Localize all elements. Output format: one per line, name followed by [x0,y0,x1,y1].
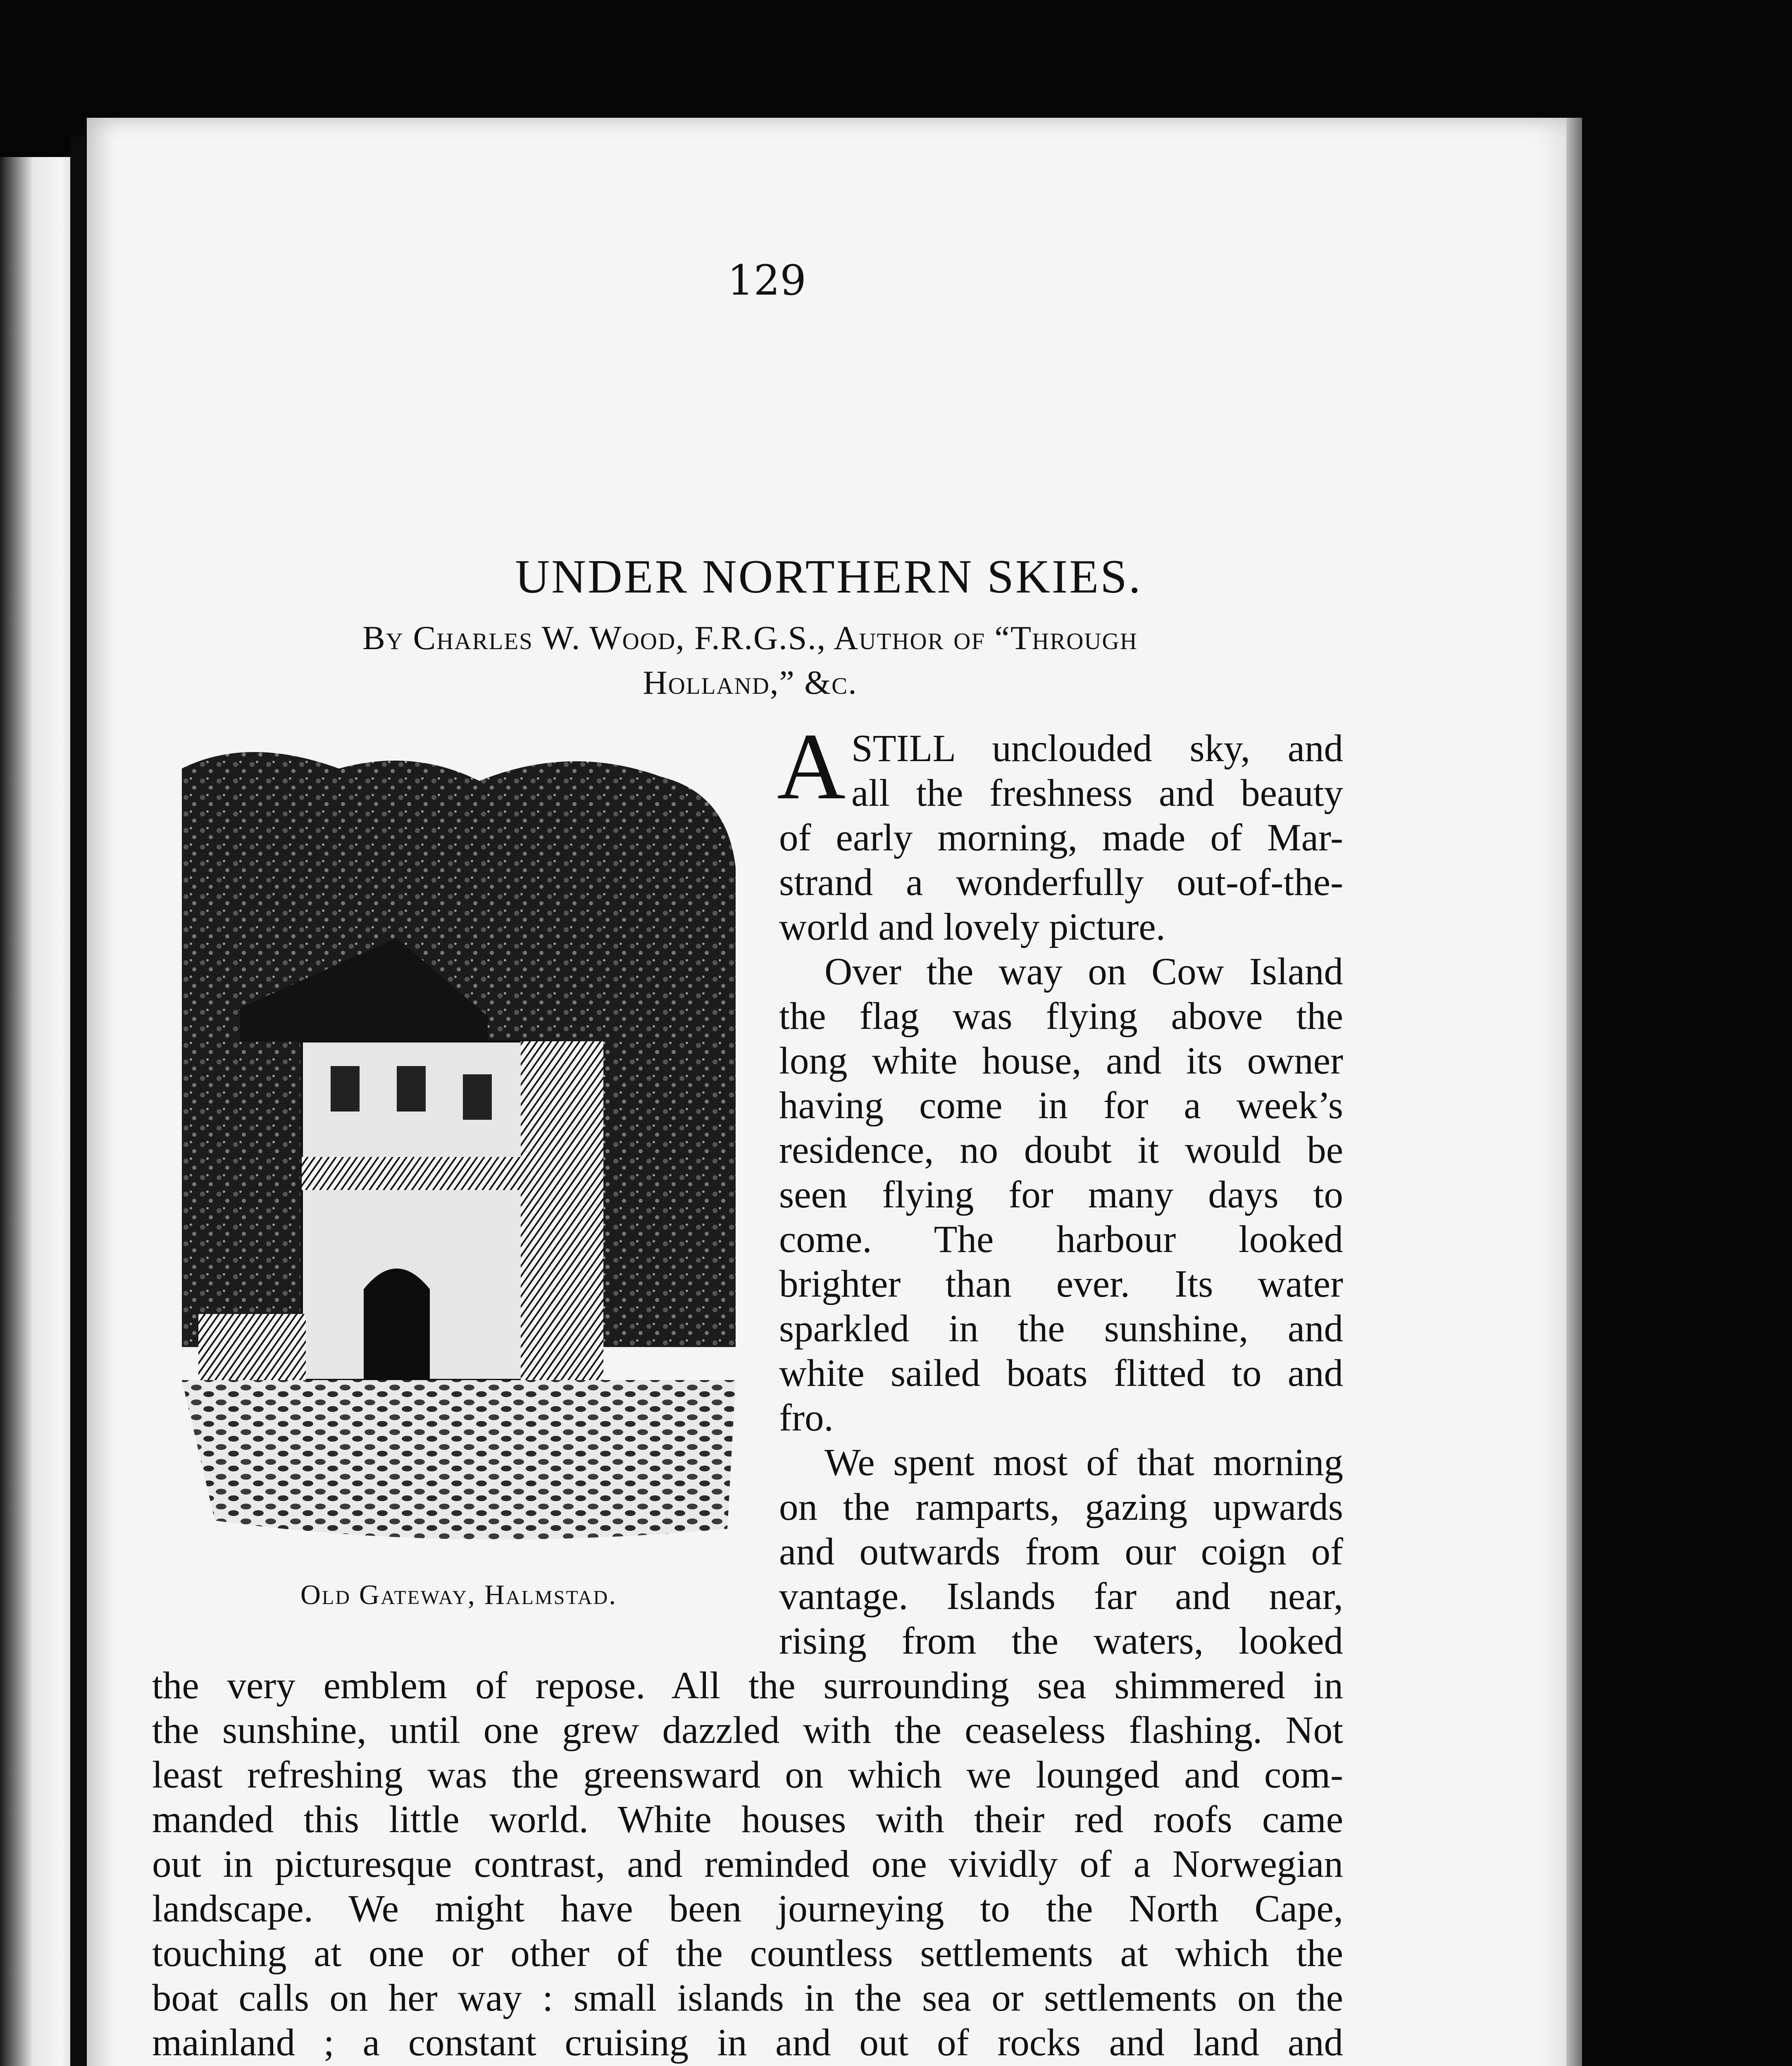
text-line: least refreshing was the greensward on which we lounged and com- [152,1754,1343,1796]
text-line: seen flying for many days to [779,1173,1343,1216]
text-line: STILL unclouded sky, and [851,727,1343,770]
text-line: mainland ; a constant cruising in and out of rocks and land and [152,2021,1343,2064]
text-line: fro. [779,1397,834,1439]
byline-line: Holland,” &c. [643,664,858,701]
text-line: all the freshness and beauty [851,772,1343,814]
text-line: sparkled in the sunshine, and [779,1307,1343,1350]
text-line: vantage. Islands far and near, [779,1575,1343,1618]
book-spine [70,136,85,2066]
text-line: brighter than ever. Its water [779,1263,1343,1305]
text-line: We spent most of that morning [825,1441,1343,1484]
text-line: the sunshine, until one grew dazzled with the ceaseless flashing. Not [152,1709,1343,1752]
text-line: of early morning, made of Mar- [779,816,1343,859]
drop-cap: A [777,714,846,819]
text-line: Over the way on Cow Island [825,950,1343,993]
gateway-illustration [165,744,752,1566]
text-line: strand a wonderfully out-of-the- [779,861,1343,904]
text-line: on the ramparts, gazing upwards [779,1486,1343,1528]
text-line: boat calls on her way : small islands in the sea or settlements on the [152,1977,1343,2019]
text-line: having come in for a week’s [779,1084,1343,1127]
article-byline [231,616,1269,705]
text-line: manded this little world. White houses with their red roofs came [152,1798,1343,1841]
illustration-caption: Old Gateway, Halmstad. [300,1579,617,1610]
text-line: and outwards from our coign of [779,1530,1343,1573]
article-title: UNDER NORTHERN SKIES. [515,550,1142,603]
text-line: long white house, and its owner [779,1040,1343,1082]
text-line: rising from the waters, looked [779,1620,1343,1662]
text-line: world and lovely picture. [779,906,1165,948]
text-line: white sailed boats flitted to and [779,1352,1343,1395]
text-line: come. The harbour looked [779,1218,1343,1261]
text-line: the flag was flying above the [779,995,1343,1038]
page-edge-shadow [1566,118,1582,2066]
byline-line: By Charles W. Wood, F.R.G.S., Author of “Through [362,619,1138,657]
text-line: the very emblem of repose. All the surrounding sea shimmered in [152,1664,1343,1707]
text-line: out in picturesque contrast, and reminded one vividly of a Norwegian [152,1843,1343,1885]
text-line: touching at one or other of the countless settlements at which the [152,1932,1343,1975]
text-line: residence, no doubt it would be [779,1129,1343,1171]
page-number: 129 [727,256,806,305]
text-line: landscape. We might have been journeying to the North Cape, [152,1887,1343,1930]
